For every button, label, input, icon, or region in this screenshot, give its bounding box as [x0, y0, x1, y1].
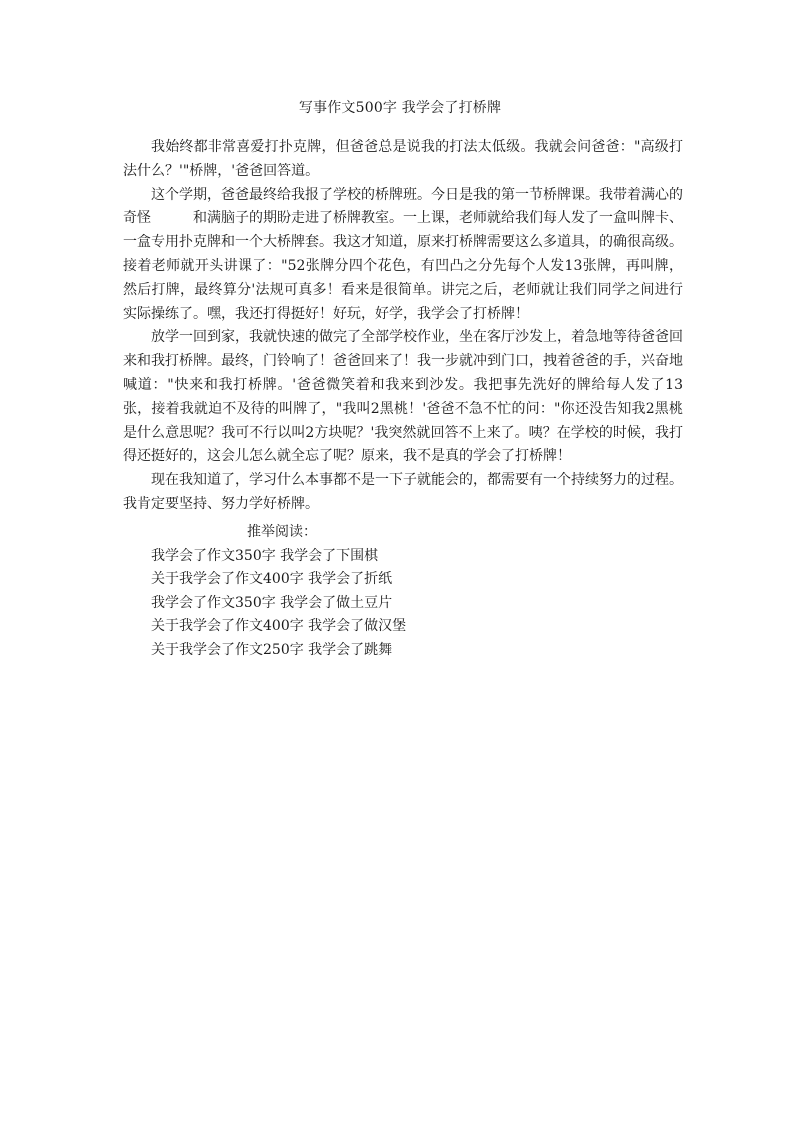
- recommended-link[interactable]: 关于我学会了作文250字 我学会了跳舞: [151, 641, 393, 658]
- recommended-link[interactable]: 关于我学会了作文400字 我学会了折纸: [151, 571, 393, 588]
- recommended-link[interactable]: 我学会了作文350字 我学会了下围棋: [151, 547, 379, 564]
- recommended-link[interactable]: 关于我学会了作文400字 我学会了做汉堡: [151, 618, 407, 635]
- article-paragraph: 放学一回到家，我就快速的做完了全部学校作业，坐在客厅沙发上，着急地等待爸爸回来和我打桥牌。最终，门铃响了！爸爸回来了！我一步就冲到门口，拽着爸爸的手，兴奋地喊道："快来和我打桥牌。'爸爸微笑着和我来到沙发。我把事先洗好的牌给每人发了13张，接着我就迫不及待的叫牌了，"我叫2黑桃！'爸爸不急不忙的问："你还没告知我2黑桃是什么意思呢？我可不行以叫2方块呢？'我突然就回答不上来了。咦？在学校的时候，我打得还挺好的，这会儿怎么就全忘了呢？原来，我不是真的学会了打桥牌！: [123, 329, 683, 465]
- recommended-list: [123, 545, 683, 663]
- recommended-link[interactable]: 我学会了作文350字 我学会了做土豆片: [151, 594, 393, 611]
- recommended-heading: 推举阅读：: [247, 524, 317, 540]
- recommended-reading: [123, 521, 683, 663]
- article-title: 写事作文500字 我学会了打桥牌: [298, 100, 502, 116]
- article-paragraph: 我始终都非常喜爱打扑克牌，但爸爸总是说我的打法太低级。我就会问爸爸："高级打法什么？'"桥牌，'爸爸回答道。: [123, 139, 683, 179]
- article-body: [123, 136, 683, 517]
- article-paragraph: 这个学期，爸爸最终给我报了学校的桥牌班。今日是我的第一节桥牌课。我带着满心的奇怪 和满脑子的期盼走进了桥牌教室。一上课，老师就给我们每人发了一盒叫牌卡、一盒专用扑克牌和一个大桥牌套。我这才知道，原来打桥牌需要这么多道具，的确很高级。接着老师就开头讲课了："52张牌分四个花色，有凹凸之分先每个人发13张牌，再叫牌，然后打牌，最终算分'法规可真多！看来是很简单。讲完之后，老师就让我们同学之间进行实际操练了。嘿，我还打得挺好！好玩，好学，我学会了打桥牌！: [123, 186, 683, 322]
- article-paragraph: 现在我知道了，学习什么本事都不是一下子就能会的，都需要有一个持续努力的过程。我肯定要坚持、努力学好桥牌。: [123, 472, 683, 512]
